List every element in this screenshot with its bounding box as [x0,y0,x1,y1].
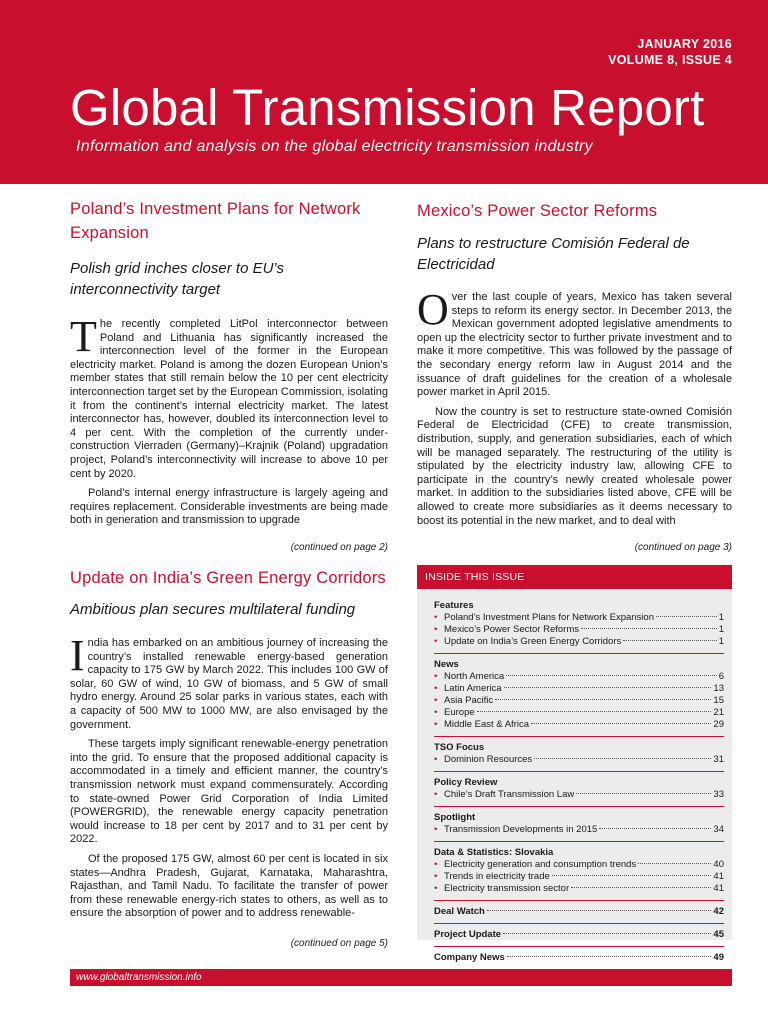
toc-entry-page: 21 [713,707,724,718]
toc-entry[interactable] [434,695,724,707]
leader-dots [487,910,712,911]
toc-entry[interactable] [434,824,724,836]
toc-entry-page: 1 [718,624,724,635]
toc-entry-label: Company News [434,952,505,963]
bullet-icon: • [434,859,438,870]
bullet-icon: • [434,883,438,894]
bullet-icon: • [434,754,438,765]
bullet-icon: • [434,707,438,718]
issue-volume: VOLUME 8, ISSUE 4 [608,53,732,67]
toc-entry-page: 49 [713,952,724,963]
article-paragraph: ndia has embarked on an ambitious journey of increasing the country’s installed renewable energy-based generation capacity to 175 GW by March 2022. This includes 100 GW of solar, 60 GW of wind, 10 GW of biomass, and 5 GW of small hydro energy. Around 25 solar parks in various states, each with a capacity of 500 MW to 1000 MW, are also envisaged by the government. [70,637,388,731]
bullet-icon: • [434,789,438,800]
toc-section-title: News [434,659,459,670]
toc-section [434,742,724,766]
toc-section [434,659,724,731]
footer-url-link[interactable]: www.globaltransmission.info [76,972,202,983]
article-paragraph: These targets imply significant renewable-energy penetration into the grid. To ensure that the proposed additional capacity is accommodated in a timely and efficient manner, the country’s transmission network must expand commensurately. According to state-owned Power Grid Corporation of India Limited (POWERGRID), the renewable energy capacity penetration would increase to 18 per cent by 2017 and to 31 per cent by 2022. [70,738,388,846]
drop-cap: O [417,285,449,334]
toc-entry-label: Update on India’s Green Energy Corridors [444,636,622,647]
article-mexico [417,199,732,528]
leader-dots [507,956,712,957]
toc-section-title: Spotlight [434,812,476,823]
toc-entry[interactable] [434,636,724,648]
leader-dots [534,758,711,759]
toc-entry-page: 6 [718,671,724,682]
publication-title: Global Transmission Report [70,79,705,136]
article-paragraph: ver the last couple of years, Mexico has taken several steps to reform its energy sector. In December 2013, the Mexican government adopted legislative amendments to open up the electricity sector to further private investment and to make it more competitive. This was followed by the passage of the secondary energy reform law in August 2014 and the issuance of draft guidelines for the creation of a wholesale power market in April 2015. [417,291,732,399]
leader-dots [656,616,717,617]
bullet-icon: • [434,612,438,623]
toc-entry-label: Mexico’s Power Sector Reforms [444,624,579,635]
toc-top-entry[interactable] [434,906,724,918]
toc-entry-page: 45 [713,929,724,940]
toc-entry-label: Dominion Resources [444,754,533,765]
toc-section [434,600,724,648]
toc-entry-label: Chile’s Draft Transmission Law [444,789,575,800]
toc-entry[interactable] [434,671,724,683]
article-body [70,312,388,528]
toc-section-title: Data & Statistics: Slovakia [434,847,554,858]
toc-entry[interactable] [434,612,724,624]
toc-sections [434,600,724,895]
inside-heading: INSIDE THIS ISSUE [417,565,732,589]
toc-top-entry[interactable] [434,929,724,941]
toc-entry-page: 34 [713,824,724,835]
toc-entry[interactable] [434,871,724,883]
toc-entry-label: Poland’s Investment Plans for Network Expansion [444,612,654,623]
toc-entry-page: 1 [718,612,724,623]
leader-dots [638,863,711,864]
article-india [70,566,388,921]
toc-section-title: Features [434,600,474,611]
bullet-icon: • [434,719,438,730]
toc-section-title: TSO Focus [434,742,485,753]
toc-section-title: Policy Review [434,777,498,788]
toc-entry-page: 42 [713,906,724,917]
leader-dots [599,828,711,829]
drop-cap: I [70,631,85,680]
continued-link[interactable]: (continued on page 2) [290,542,388,553]
bullet-icon: • [434,824,438,835]
toc-entry-label: Transmission Developments in 2015 [444,824,598,835]
toc-entry-label: Asia Pacific [444,695,494,706]
article-subtitle: Ambitious plan secures multilateral funding [70,601,356,618]
article-title: Update on India’s Green Energy Corridors [70,569,386,587]
toc-divider [434,923,724,924]
publication-tagline: Information and analysis on the global electricity transmission industry [76,138,593,155]
toc-entry-label: Electricity generation and consumption trends [444,859,637,870]
toc-entry[interactable] [434,707,724,719]
toc-section [434,812,724,836]
inside-this-issue-box [417,565,732,963]
drop-cap: T [70,312,97,361]
leader-dots [531,723,711,724]
leader-dots [503,933,711,934]
toc-section [434,777,724,801]
toc-entry-label: Latin America [444,683,502,694]
toc-divider [434,900,724,901]
article-body [417,285,732,528]
toc-divider [434,771,724,772]
toc-entry-page: 41 [713,871,724,882]
toc-entry-label: Europe [444,707,475,718]
toc-section [434,847,724,895]
toc-entry-label: Project Update [434,929,502,940]
toc-entry-label: Trends in electricity trade [444,871,550,882]
continued-link[interactable]: (continued on page 5) [290,938,388,949]
toc-entry[interactable] [434,683,724,695]
toc-entry-page: 33 [713,789,724,800]
toc-divider [434,736,724,737]
toc-divider [434,841,724,842]
article-subtitle: Polish grid inches closer to EU’s interconnectivity target [70,260,284,298]
toc-divider [434,806,724,807]
toc-divider [434,946,724,947]
toc-entry[interactable] [434,789,724,801]
issue-date: JANUARY 2016 [637,37,732,51]
leader-dots [623,640,716,641]
bullet-icon: • [434,871,438,882]
bullet-icon: • [434,636,438,647]
article-paragraph: he recently completed LitPol interconnector between Poland and Lithuania has significantly increased the interconnection level of the former in the European electricity market. Poland is among the dozen European Union’s member states that still remain below the 10 per cent electricity interconnection target set by the European Commission, isolating it from the continent’s internal electricity market. The latest interconnector has, however, doubled its interconnection level to 4 per cent. With the completion of the currently under-construction Vierraden (Germany)–Krajnik (Poland) upgradation project, Poland’s interconnectivity will increase to above 10 per cent by 2020. [70,318,388,480]
leader-dots [477,711,712,712]
toc-entry-page: 41 [713,883,724,894]
toc-entry[interactable] [434,883,724,895]
article-title: Poland’s Investment Plans for Network Expansion [70,200,361,242]
toc-entry-label: North America [444,671,505,682]
article-poland [70,197,388,528]
toc-entry-page: 1 [718,636,724,647]
toc-entry[interactable] [434,624,724,636]
issue-info [608,36,732,68]
toc-entry-page: 40 [713,859,724,870]
article-paragraph: Poland’s internal energy infrastructure is largely ageing and requires replacement. Considerable investments are being made both in generation and transmission to upgrade [70,487,388,527]
leader-dots [581,628,717,629]
toc-entry[interactable] [434,859,724,871]
leader-dots [576,793,711,794]
toc-top-entry[interactable] [434,952,724,964]
masthead-banner [0,0,768,184]
toc-entry-page: 15 [713,695,724,706]
leader-dots [506,675,717,676]
toc-entry[interactable] [434,719,724,731]
bullet-icon: • [434,624,438,635]
toc-entry-label: Electricity transmission sector [444,883,570,894]
bullet-icon: • [434,695,438,706]
toc-divider [434,653,724,654]
bullet-icon: • [434,683,438,694]
article-paragraph: Of the proposed 175 GW, almost 60 per cent is located in six states—Andhra Pradesh, Gujarat, Karnataka, Maharashtra, Rajasthan, and Tamil Nadu. To facilitate the transfer of power from these renewable energy-rich states to others, as well as to ensure the absorption of power and to address renewable- [70,852,388,920]
toc-entry-page: 13 [713,683,724,694]
toc-entry-label: Deal Watch [434,906,485,917]
toc-entry-page: 29 [713,719,724,730]
toc-entry[interactable] [434,754,724,766]
table-of-contents [434,600,724,987]
article-paragraph: Now the country is set to restructure state-owned Comisión Federal de Electricidad (CFE) to create transmission, distribution, supply, and generation subsidiaries, each of which will be managed separately. The restructuring of the utility is stipulated by the electricity industry law, allowing CFE to participate in the country’s newly created wholesale power market. In addition to the subsidiaries listed above, CFE will be allowed to create more subsidiaries as it deems necessary to boost its potential in the new market, and to deal with [417,405,732,527]
leader-dots [552,875,712,876]
continued-link[interactable]: (continued on page 3) [634,542,732,553]
leader-dots [571,887,711,888]
toc-entry-label: Middle East & Africa [444,719,530,730]
article-title: Mexico’s Power Sector Reforms [417,202,658,220]
footer-bar [70,969,732,986]
article-subtitle: Plans to restructure Comisión Federal de Electricidad [417,235,690,273]
leader-dots [504,687,712,688]
article-body [70,631,388,921]
leader-dots [495,699,711,700]
toc-entry-page: 31 [713,754,724,765]
bullet-icon: • [434,671,438,682]
